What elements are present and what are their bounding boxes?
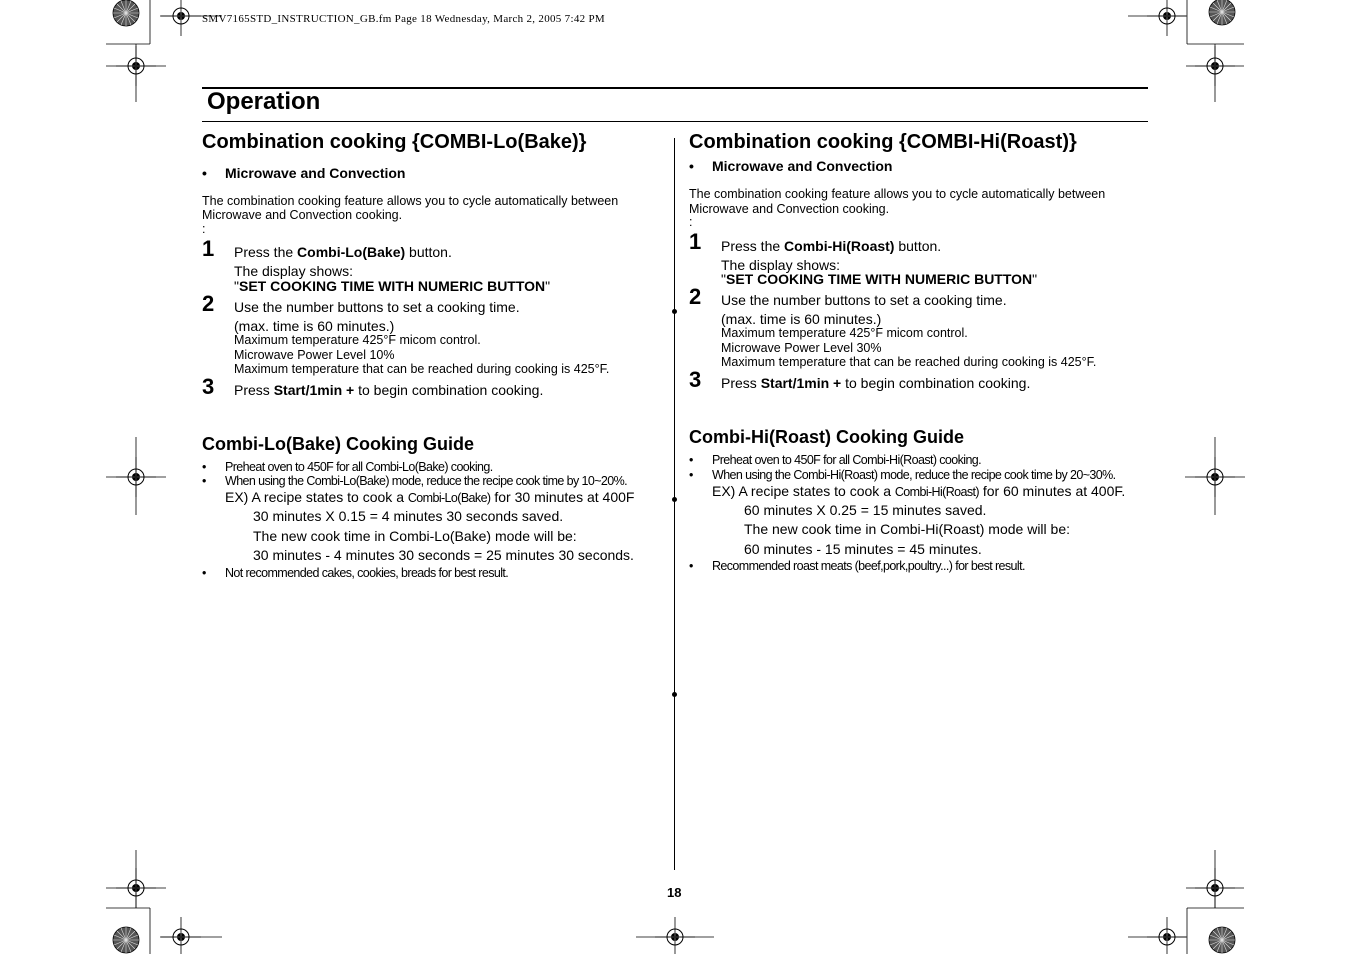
page-number: 18: [667, 885, 682, 900]
right-section: [689, 130, 1159, 573]
left-intro-line1: The combination cooking feature allows you to cycle automatically between: [202, 194, 619, 208]
display-value: "SET COOKING TIME WITH NUMERIC BUTTON": [234, 278, 551, 294]
step-3-text: Press Start/1min + to begin combination cooking.: [234, 382, 544, 398]
guide-bullet: • Recommended roast meats (beef,pork,poultry...) for best result.: [712, 559, 1025, 573]
divider-dot: [672, 692, 677, 697]
display-label: The display shows:: [721, 257, 841, 273]
guide-bullet: • Preheat oven to 450F for all Combi-Lo(Bake) cooking.: [225, 460, 493, 474]
max-time-note: (max. time is 60 minutes.): [721, 311, 882, 327]
display-label: The display shows:: [234, 263, 354, 279]
registration-cross: [655, 917, 695, 954]
right-intro-line2: Microwave and Convection cooking.: [689, 202, 890, 216]
page-title: Operation: [207, 88, 321, 115]
display-value: "SET COOKING TIME WITH NUMERIC BUTTON": [721, 271, 1038, 287]
left-intro-line2: Microwave and Convection cooking.: [202, 208, 403, 222]
left-subhead: • Microwave and Convection: [225, 165, 405, 181]
guide-bullet: • Preheat oven to 450F for all Combi-Hi(Roast) cooking.: [712, 453, 981, 467]
guide-bullet: • Not recommended cakes, cookies, breads for best result.: [225, 566, 508, 580]
step-number: 3: [689, 367, 702, 392]
guide-bullet: • When using the Combi-Hi(Roast) mode, reduce the recipe cook time by 20~30%.: [712, 468, 1115, 482]
max-time-note: (max. time is 60 minutes.): [234, 318, 395, 334]
sunburst-mark: [113, 927, 139, 953]
registration-cross: [116, 46, 156, 86]
right-intro-line1: The combination cooking feature allows you to cycle automatically between: [689, 187, 1106, 201]
step-number: 1: [202, 236, 215, 261]
right-colon: :: [689, 215, 693, 229]
registration-cross: [116, 457, 156, 497]
title-bottom-rule: [202, 121, 1148, 122]
step-2-text: Use the number buttons to set a cooking time.: [234, 299, 520, 315]
print-header: SMV7165STD_INSTRUCTION_GB.fm Page 18 Wednesday, March 2, 2005 7:42 PM: [202, 13, 605, 25]
calc-line: 60 minutes X 0.25 = 15 minutes saved.: [744, 502, 987, 518]
registration-cross: [1147, 917, 1187, 954]
reach-temp-note: Maximum temperature that can be reached during cooking is 425°F.: [721, 355, 1097, 369]
example-line: EX) A recipe states to cook a Combi-Hi(Roast) for 60 minutes at 400F.: [712, 483, 1126, 499]
calc-line: The new cook time in Combi-Hi(Roast) mode will be:: [744, 521, 1070, 537]
registration-cross: [1147, 0, 1187, 36]
calc-line: 30 minutes X 0.15 = 4 minutes 30 seconds saved.: [253, 508, 564, 524]
divider-dot: [672, 497, 677, 502]
power-level-note: Microwave Power Level 30%: [721, 341, 882, 355]
right-heading: Combination cooking {COMBI-Hi(Roast)}: [689, 131, 1077, 153]
calc-line: 60 minutes - 15 minutes = 45 minutes.: [744, 541, 982, 557]
sunburst-mark: [1209, 927, 1235, 953]
left-colon: :: [202, 222, 206, 236]
right-guide-heading: Combi-Hi(Roast) Cooking Guide: [689, 427, 964, 447]
step-1-text: Press the Combi-Hi(Roast) button.: [721, 238, 942, 254]
title-top-rule: [202, 87, 1148, 89]
registration-cross: [161, 0, 201, 36]
example-line: EX) A recipe states to cook a Combi-Lo(Bake) for 30 minutes at 400F: [225, 489, 635, 505]
divider-dot: [672, 309, 677, 314]
registration-cross: [1195, 46, 1235, 86]
calc-line: The new cook time in Combi-Lo(Bake) mode will be:: [253, 528, 577, 544]
left-section: [202, 130, 672, 580]
left-guide-heading: Combi-Lo(Bake) Cooking Guide: [202, 434, 474, 454]
max-temp-note: Maximum temperature 425°F micom control.: [721, 326, 968, 340]
step-number: 2: [202, 291, 215, 316]
registration-cross: [161, 917, 201, 954]
power-level-note: Microwave Power Level 10%: [234, 348, 395, 362]
step-number: 1: [689, 229, 702, 254]
guide-bullet: • When using the Combi-Lo(Bake) mode, reduce the recipe cook time by 10~20%.: [225, 474, 627, 488]
step-number: 2: [689, 284, 702, 309]
step-1-text: Press the Combi-Lo(Bake) button.: [234, 244, 452, 260]
max-temp-note: Maximum temperature 425°F micom control.: [234, 333, 481, 347]
sunburst-mark: [1209, 0, 1235, 25]
registration-cross: [1195, 457, 1235, 497]
step-2-text: Use the number buttons to set a cooking time.: [721, 292, 1007, 308]
registration-cross: [1195, 868, 1235, 908]
step-3-text: Press Start/1min + to begin combination cooking.: [721, 375, 1031, 391]
step-number: 3: [202, 374, 215, 399]
reach-temp-note: Maximum temperature that can be reached during cooking is 425°F.: [234, 362, 610, 376]
calc-line: 30 minutes - 4 minutes 30 seconds = 25 minutes 30 seconds.: [253, 547, 634, 563]
column-divider: [674, 138, 675, 870]
registration-cross: [116, 868, 156, 908]
left-heading: Combination cooking {COMBI-Lo(Bake)}: [202, 131, 587, 153]
right-subhead: • Microwave and Convection: [712, 158, 892, 174]
sunburst-mark: [113, 0, 139, 26]
